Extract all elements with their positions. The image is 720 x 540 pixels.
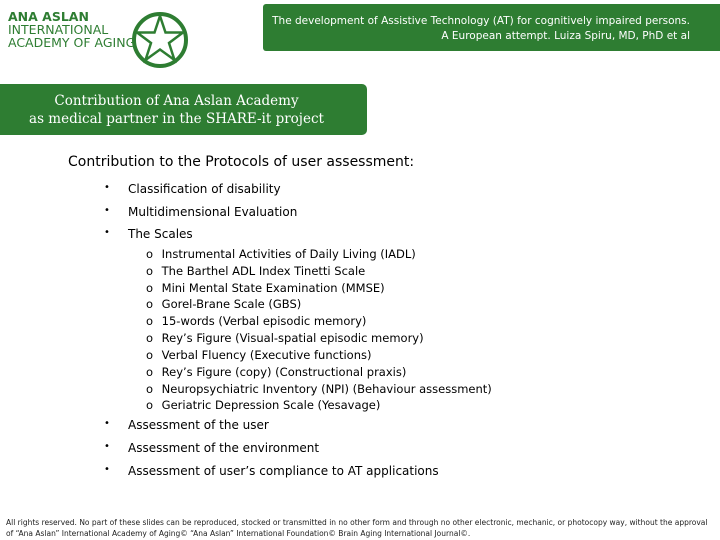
circle-bullet-icon: o	[146, 331, 154, 345]
scale-text: 15-words (Verbal episodic memory)	[161, 314, 367, 328]
logo-line-1: ANA ASLAN	[8, 9, 89, 24]
circle-bullet-icon: o	[146, 281, 154, 295]
header-title: The development of Assistive Technology (AT) for cognitively impaired persons.	[272, 15, 690, 27]
slide-title	[0, 84, 367, 135]
scale-text: Rey’s Figure (Visual-spatial episodic memory)	[161, 331, 424, 345]
list-item	[146, 297, 301, 311]
list-item	[146, 398, 380, 412]
bullet-icon: •	[104, 205, 110, 216]
logo-line-2: INTERNATIONAL	[8, 22, 109, 37]
scale-text: Rey’s Figure (copy) (Constructional praxis)	[161, 365, 407, 379]
section-heading: Contribution to the Protocols of user assessment:	[68, 154, 415, 170]
slide-title-line-1: Contribution of Ana Aslan Academy	[54, 93, 299, 109]
scale-text: Gorel-Brane Scale (GBS)	[161, 297, 302, 311]
bullet-text: Assessment of the user	[128, 418, 269, 432]
copyright-footer: All rights reserved. No part of these slides can be reproduced, stocked or transmitted in no other form and through no other electronic, mechanic, or photocopy way, without the approval of “Ana Aslan” International Academy of Aging© “Ana Aslan” International Foundation© Brain Aging International Journal©.	[6, 518, 708, 538]
header-authors: A European attempt. Luiza Spiru, MD, PhD et al	[441, 30, 690, 42]
bullet-icon: •	[104, 464, 110, 475]
scale-text: Verbal Fluency (Executive functions)	[161, 348, 372, 362]
presentation-header	[263, 4, 720, 51]
bullet-text: Multidimensional Evaluation	[128, 205, 298, 219]
scale-text: Neuropsychiatric Inventory (NPI) (Behaviour assessment)	[161, 382, 492, 396]
bullet-text: Assessment of the environment	[128, 441, 320, 455]
list-item	[146, 348, 371, 362]
bullet-icon: •	[104, 418, 110, 429]
bullet-icon: •	[104, 227, 110, 238]
circle-bullet-icon: o	[146, 297, 154, 311]
scale-text: Geriatric Depression Scale (Yesavage)	[161, 398, 381, 412]
bullet-text: The Scales	[128, 227, 193, 241]
list-item	[146, 331, 424, 345]
circle-bullet-icon: o	[146, 398, 154, 412]
bullet-text: Classification of disability	[128, 182, 281, 196]
scale-text: Mini Mental State Examination (MMSE)	[161, 281, 385, 295]
list-item	[146, 314, 366, 328]
scale-text: Instrumental Activities of Daily Living (IADL)	[161, 247, 416, 261]
circle-bullet-icon: o	[146, 365, 154, 379]
list-item	[146, 264, 365, 278]
academy-logo	[8, 10, 248, 70]
bullet-text: Assessment of user’s compliance to AT applications	[128, 464, 439, 478]
circle-bullet-icon: o	[146, 314, 154, 328]
bullet-icon: •	[104, 182, 110, 193]
circle-bullet-icon: o	[146, 247, 154, 261]
list-item	[146, 281, 385, 295]
list-item	[146, 247, 416, 261]
logo-line-3: ACADEMY OF AGING	[8, 35, 136, 50]
bullet-icon: •	[104, 441, 110, 452]
circle-bullet-icon: o	[146, 264, 154, 278]
list-item	[146, 382, 492, 396]
circle-bullet-icon: o	[146, 348, 154, 362]
star-emblem-icon	[130, 10, 190, 70]
slide-title-line-2: as medical partner in the SHARE-it project	[29, 111, 324, 127]
scale-text: The Barthel ADL Index Tinetti Scale	[161, 264, 366, 278]
list-item	[146, 365, 406, 379]
circle-bullet-icon: o	[146, 382, 154, 396]
logo-text	[8, 10, 135, 49]
